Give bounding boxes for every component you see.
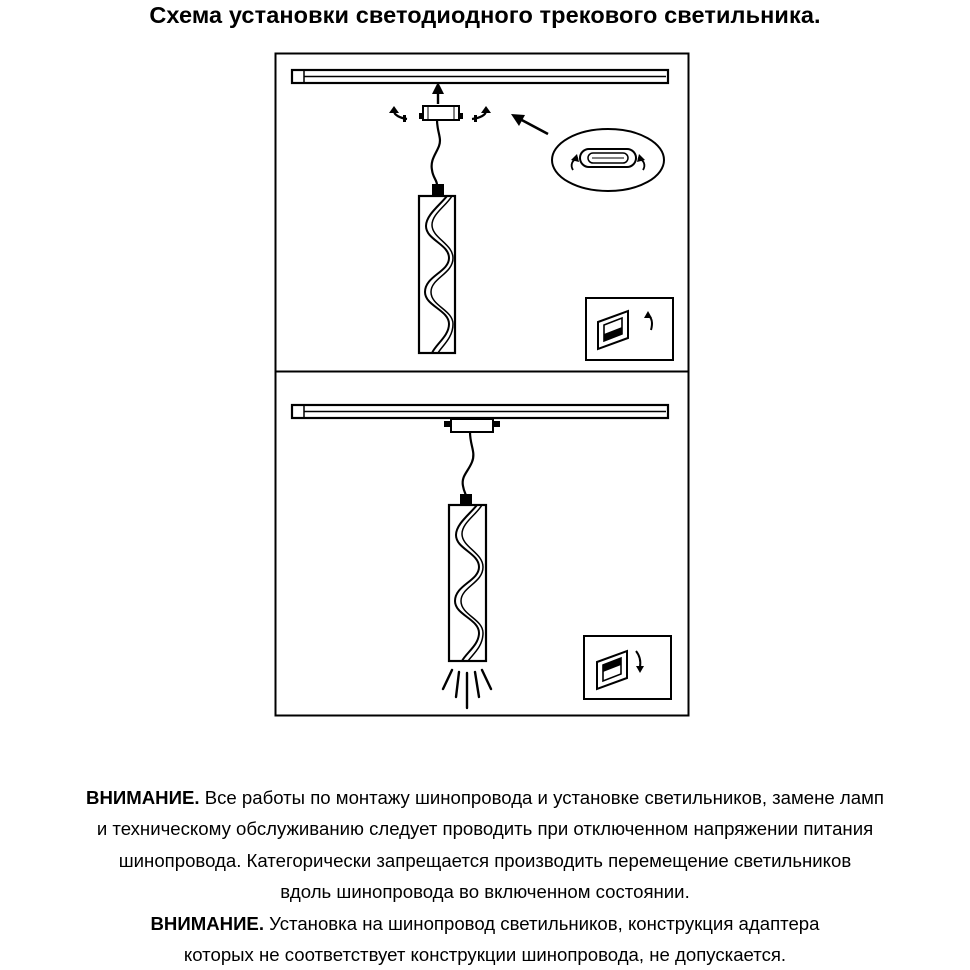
- top-track-rail: [292, 70, 668, 83]
- top-cable-connector: [432, 184, 444, 196]
- warning-1-line-4: вдоль шинопровода во включенном состоянии.: [280, 881, 690, 903]
- warning-1-line-3: шинопровода. Категорически запрещается производить перемещение светильников: [118, 849, 852, 871]
- switch-off-icon: [586, 298, 673, 360]
- warning-1-line-1: ВНИМАНИЕ. Все работы по монтажу шинопровода и установке светильников, замене ламп: [86, 787, 884, 808]
- switch-on-icon: [584, 636, 671, 699]
- warning-2-line-1: ВНИМАНИЕ. Установка на шинопровод светильников, конструкция адаптера: [150, 912, 820, 934]
- light-rays-icon: [443, 670, 491, 708]
- bottom-cable: [463, 432, 474, 496]
- top-luminaire-body: [419, 196, 455, 353]
- rotate-right-icon: [472, 106, 491, 122]
- bottom-luminaire-body: [449, 505, 486, 661]
- warning-1-line-2: и техническому обслуживанию следует проводить при отключенном напряжении питания: [96, 818, 874, 840]
- warning-label: ВНИМАНИЕ.: [86, 787, 200, 808]
- bottom-adapter: [444, 419, 500, 432]
- top-adapter: [419, 88, 463, 120]
- warning-label: ВНИМАНИЕ.: [150, 912, 264, 934]
- rotate-left-icon: [389, 106, 407, 122]
- bottom-track-rail: [292, 405, 668, 418]
- warnings-block: [0, 782, 970, 970]
- top-cable: [432, 120, 440, 185]
- warning-2-line-2: которых не соответствует конструкции шинопровода, не допускается.: [183, 944, 787, 966]
- detail-pointer-arrow-icon: [511, 114, 548, 134]
- page-title: Схема установки светодиодного трекового светильника.: [149, 2, 821, 28]
- adapter-lock-detail-icon: [552, 129, 664, 191]
